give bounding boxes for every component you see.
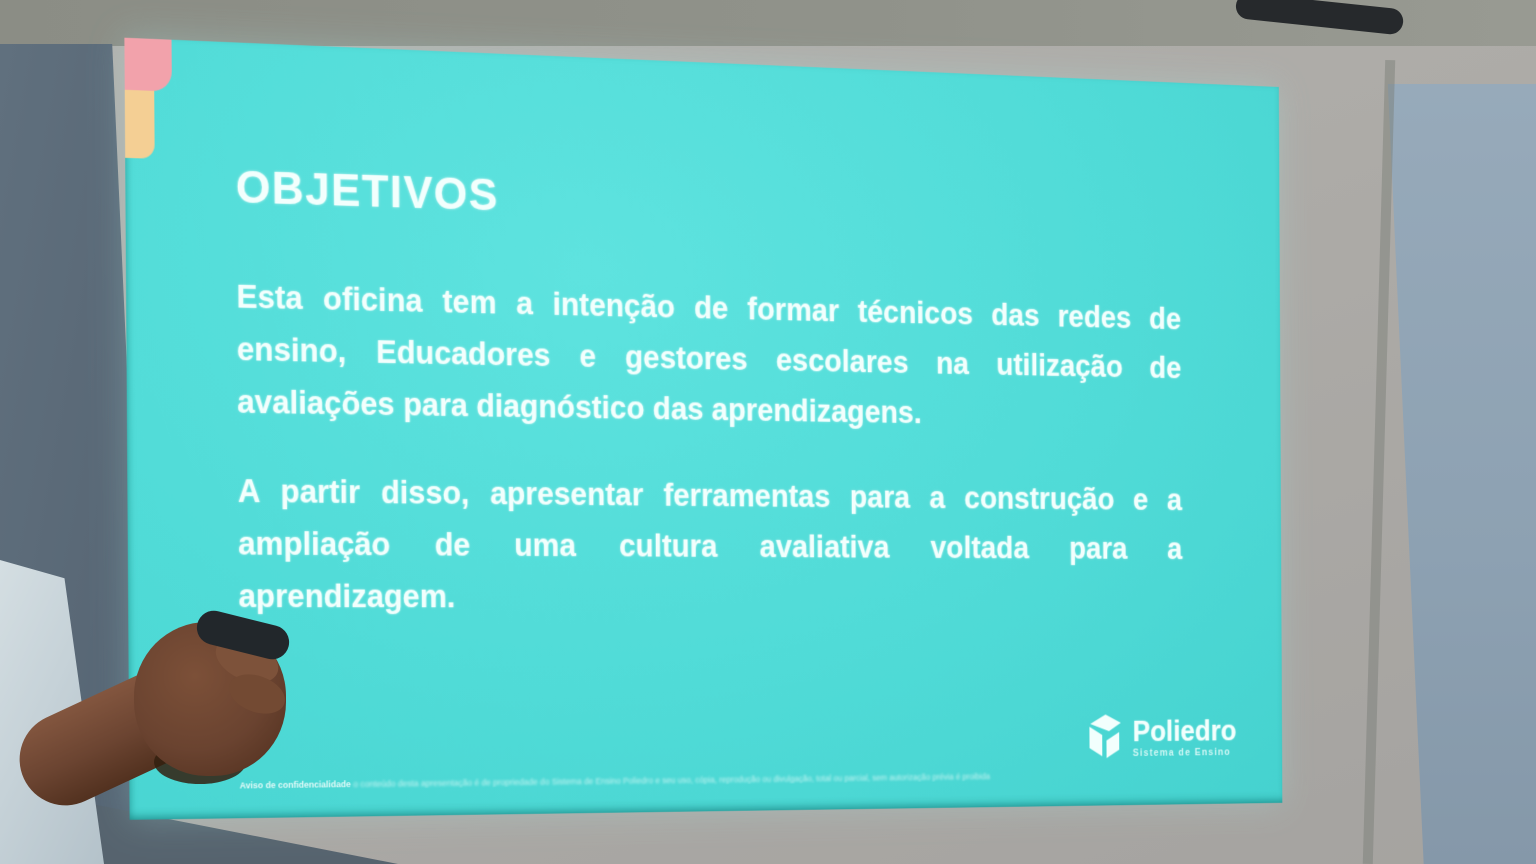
right-wall [1380,84,1536,864]
corner-decoration-yellow [125,86,155,159]
slide-title: OBJETIVOS [235,160,500,221]
projection-screen-edge [1363,60,1395,864]
poliedro-cube-icon [1083,713,1124,765]
logo-tagline: Sistema de Ensino [1132,746,1231,759]
paragraph-1-line-2: ensino, Educadores e gestores escolares na utilização de [236,331,1182,385]
paragraph-1-line-3: avaliações para diagnóstico das aprendizagens. [237,383,922,430]
footer-fine-print: o conteúdo desta apresentação é de propriedade do Sistema de Ensino Poliedro e seu uso, cópia, reprodução ou divulgação, total ou parcial, sem autorização prévia é proibida [353,771,991,790]
poliedro-logo-text [1132,714,1237,759]
confidentiality-footer [240,769,1219,791]
footer-lead-text: Aviso de confidencialidade [239,779,351,791]
paragraph-2-line-2: ampliação de uma cultura avaliativa voltada para a [237,525,1183,566]
paragraph-1-line-1: Esta oficina tem a intenção de formar técnicos das redes de [236,278,1182,336]
paragraph-1 [236,271,1181,442]
paragraph-2-line-3: aprendizagem. [238,578,456,615]
projected-slide [124,38,1282,820]
poliedro-logo [1083,712,1236,765]
paragraph-2-line-1: A partir disso, apresentar ferramentas para a construção e a [237,473,1183,517]
paragraph-2 [238,465,1183,623]
corner-decoration-pink [124,38,171,92]
logo-name: Poliedro [1132,714,1237,748]
